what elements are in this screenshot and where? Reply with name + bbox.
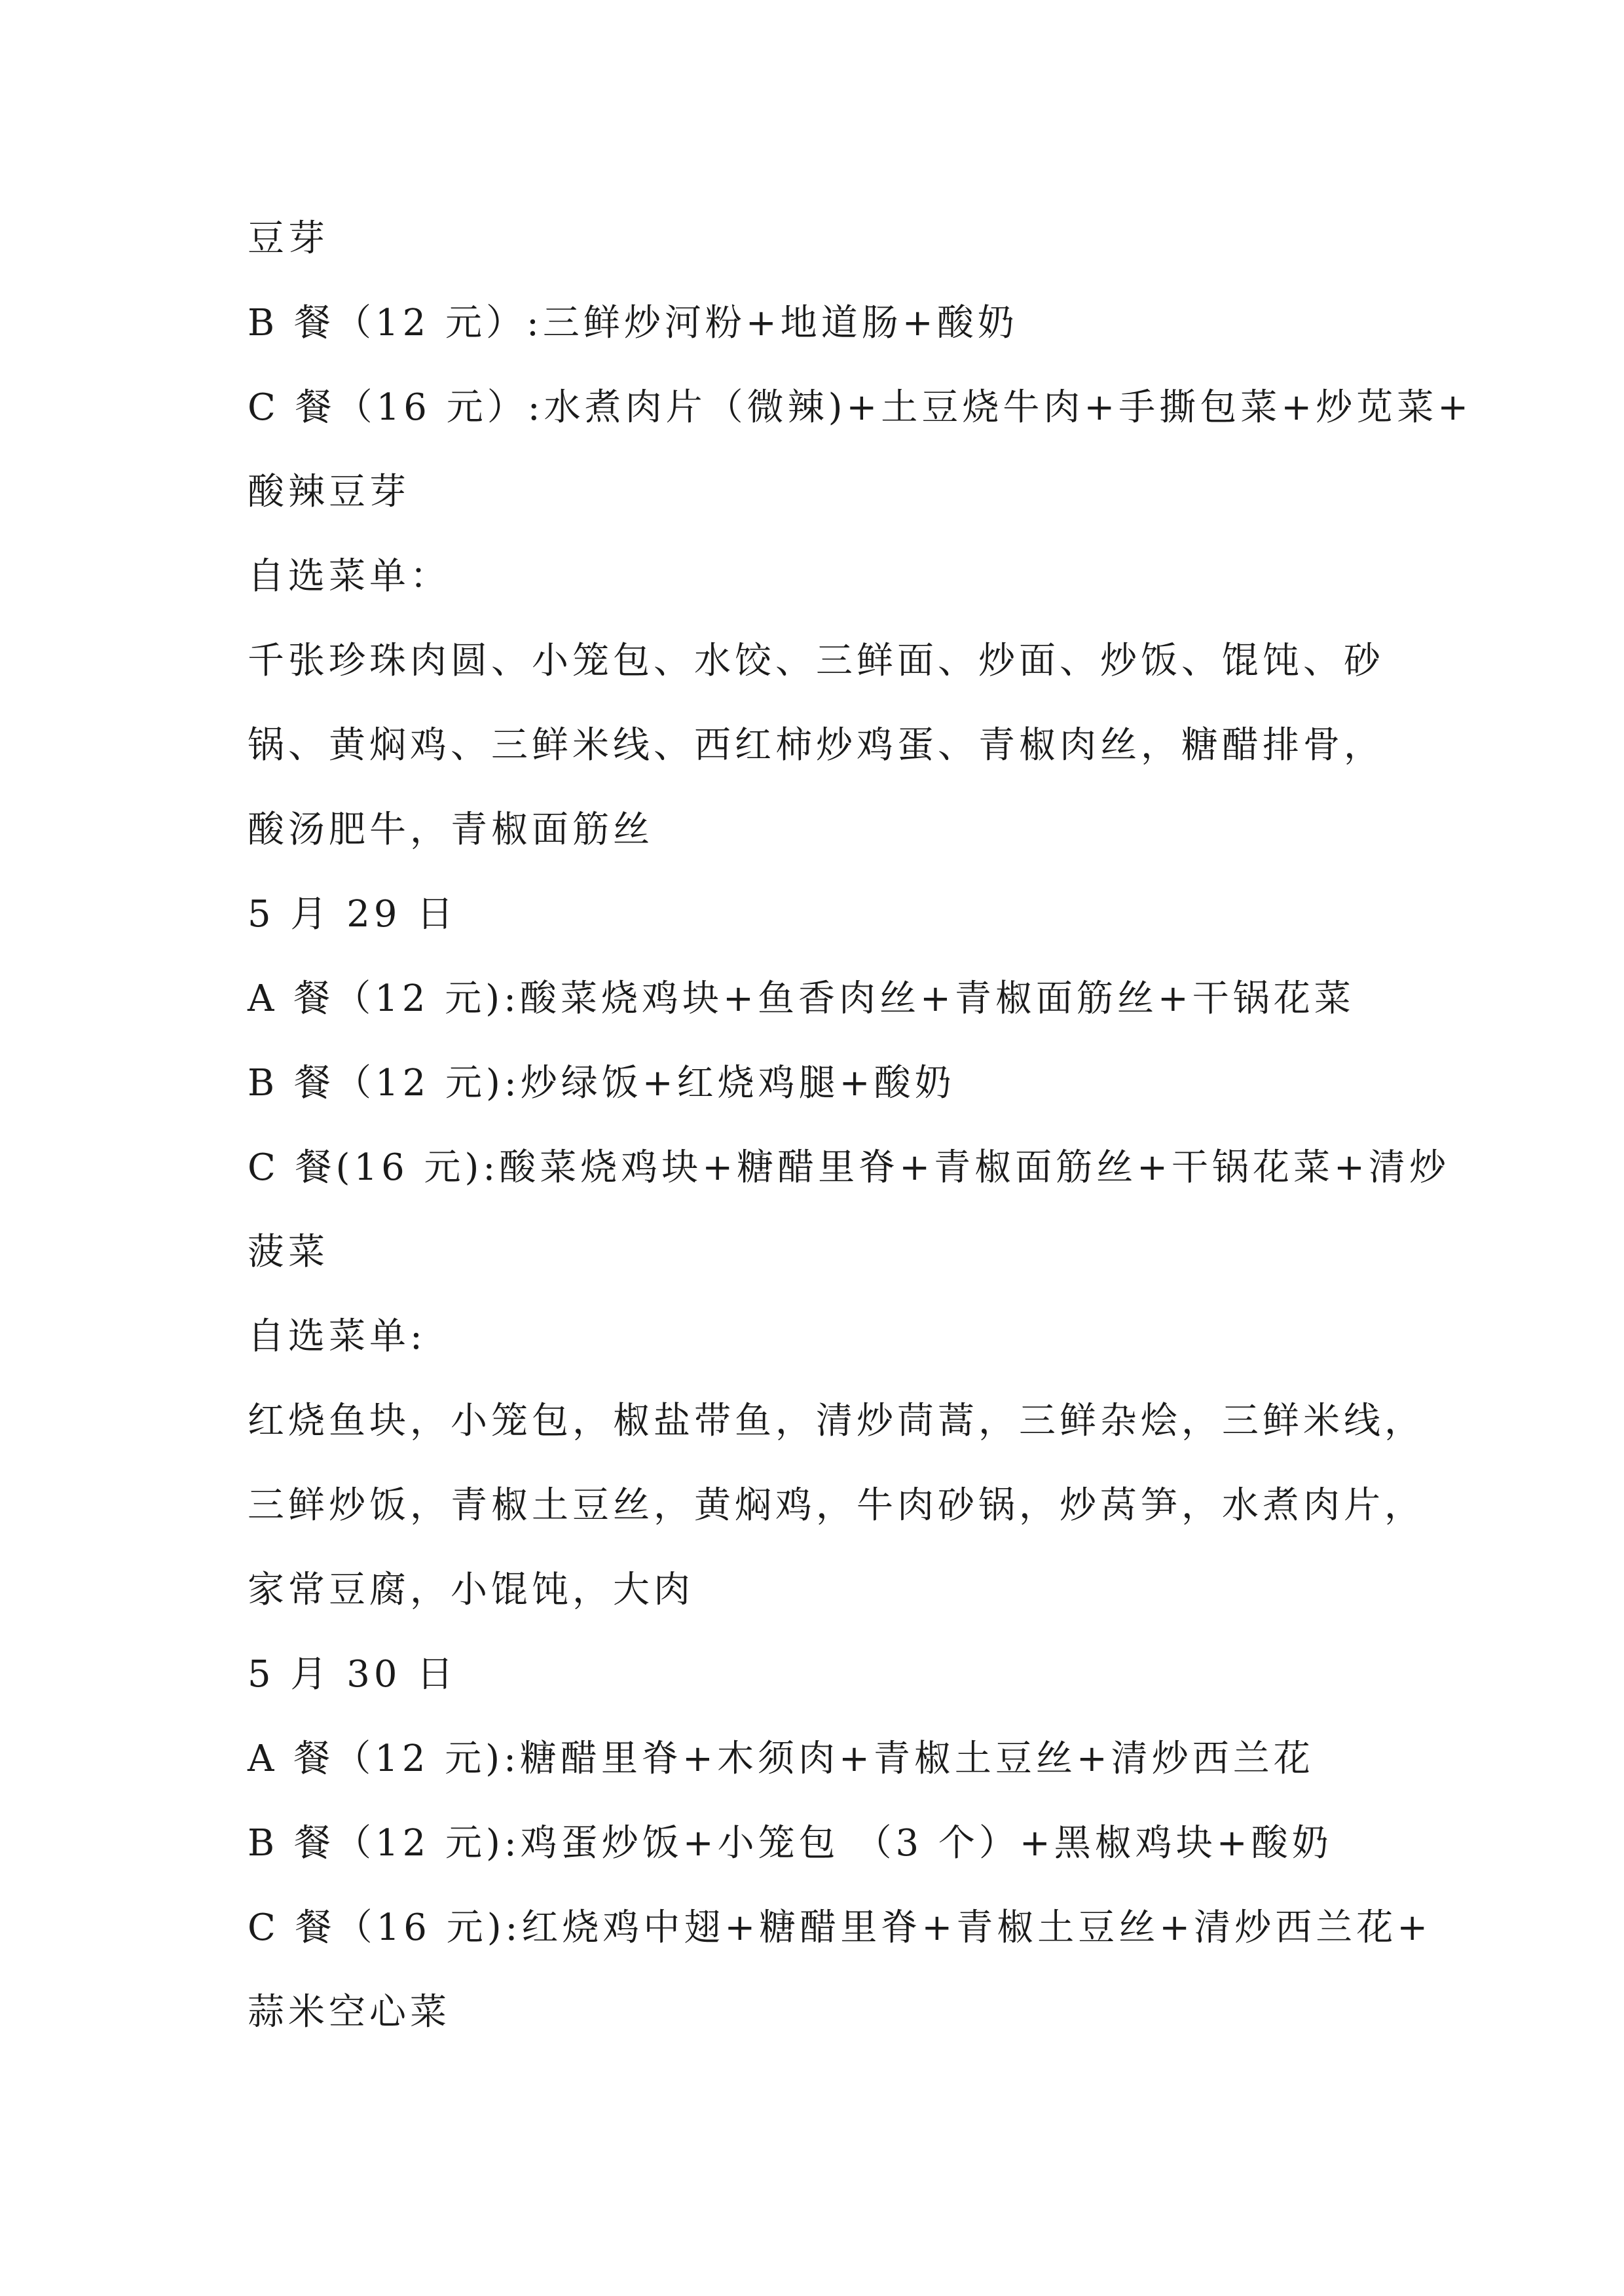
text-line: 红烧鱼块，小笼包，椒盐带鱼，清炒茼蒿，三鲜杂烩，三鲜米线， [248,1400,1425,1442]
text-line: 豆芽 [248,217,329,260]
text-line: C 餐(16 元):酸菜烧鸡块+糖醋里脊+青椒面筋丝+干锅花菜+清炒 [248,1146,1450,1189]
text-line: B 餐（12 元）:三鲜炒河粉+地道肠+酸奶 [248,302,1018,344]
text-line: 酸汤肥牛，青椒面筋丝 [248,809,654,851]
text-line: 蒜米空心菜 [248,1991,451,2033]
text-line: 家常豆腐，小馄饨，大肉 [248,1569,694,1611]
text-line: 锅、黄焖鸡、三鲜米线、西红柿炒鸡蛋、青椒肉丝，糖醋排骨， [248,724,1384,767]
text-line: A 餐（12 元):糖醋里脊+木须肉+青椒土豆丝+清炒西兰花 [248,1738,1314,1780]
text-line: C 餐（16 元):红烧鸡中翅+糖醋里脊+青椒土豆丝+清炒西兰花+ [248,1906,1432,1949]
text-line: B 餐（12 元):炒绿饭+红烧鸡腿+酸奶 [248,1062,955,1104]
text-line: B 餐（12 元):鸡蛋炒饭+小笼包 （3 个）+黑椒鸡块+酸奶 [248,1822,1333,1865]
text-line: C 餐（16 元）:水煮肉片（微辣)+土豆烧牛肉+手撕包菜+炒苋菜+ [248,386,1473,429]
section-heading: 自选菜单： [248,555,451,598]
menu-text-body [248,196,1473,2054]
section-heading: 自选菜单: [248,1315,426,1358]
text-line: 三鲜炒饭，青椒土豆丝，黄焖鸡，牛肉砂锅，炒莴笋，水煮肉片， [248,1484,1425,1527]
date-heading: 5 月 29 日 [248,893,458,936]
text-line: A 餐（12 元):酸菜烧鸡块+鱼香肉丝+青椒面筋丝+干锅花菜 [248,977,1355,1020]
text-line: 菠菜 [248,1231,329,1273]
text-line: 酸辣豆芽 [248,471,410,513]
text-line: 千张珍珠肉圆、小笼包、水饺、三鲜面、炒面、炒饭、馄饨、砂 [248,640,1384,682]
date-heading: 5 月 30 日 [248,1653,458,1696]
